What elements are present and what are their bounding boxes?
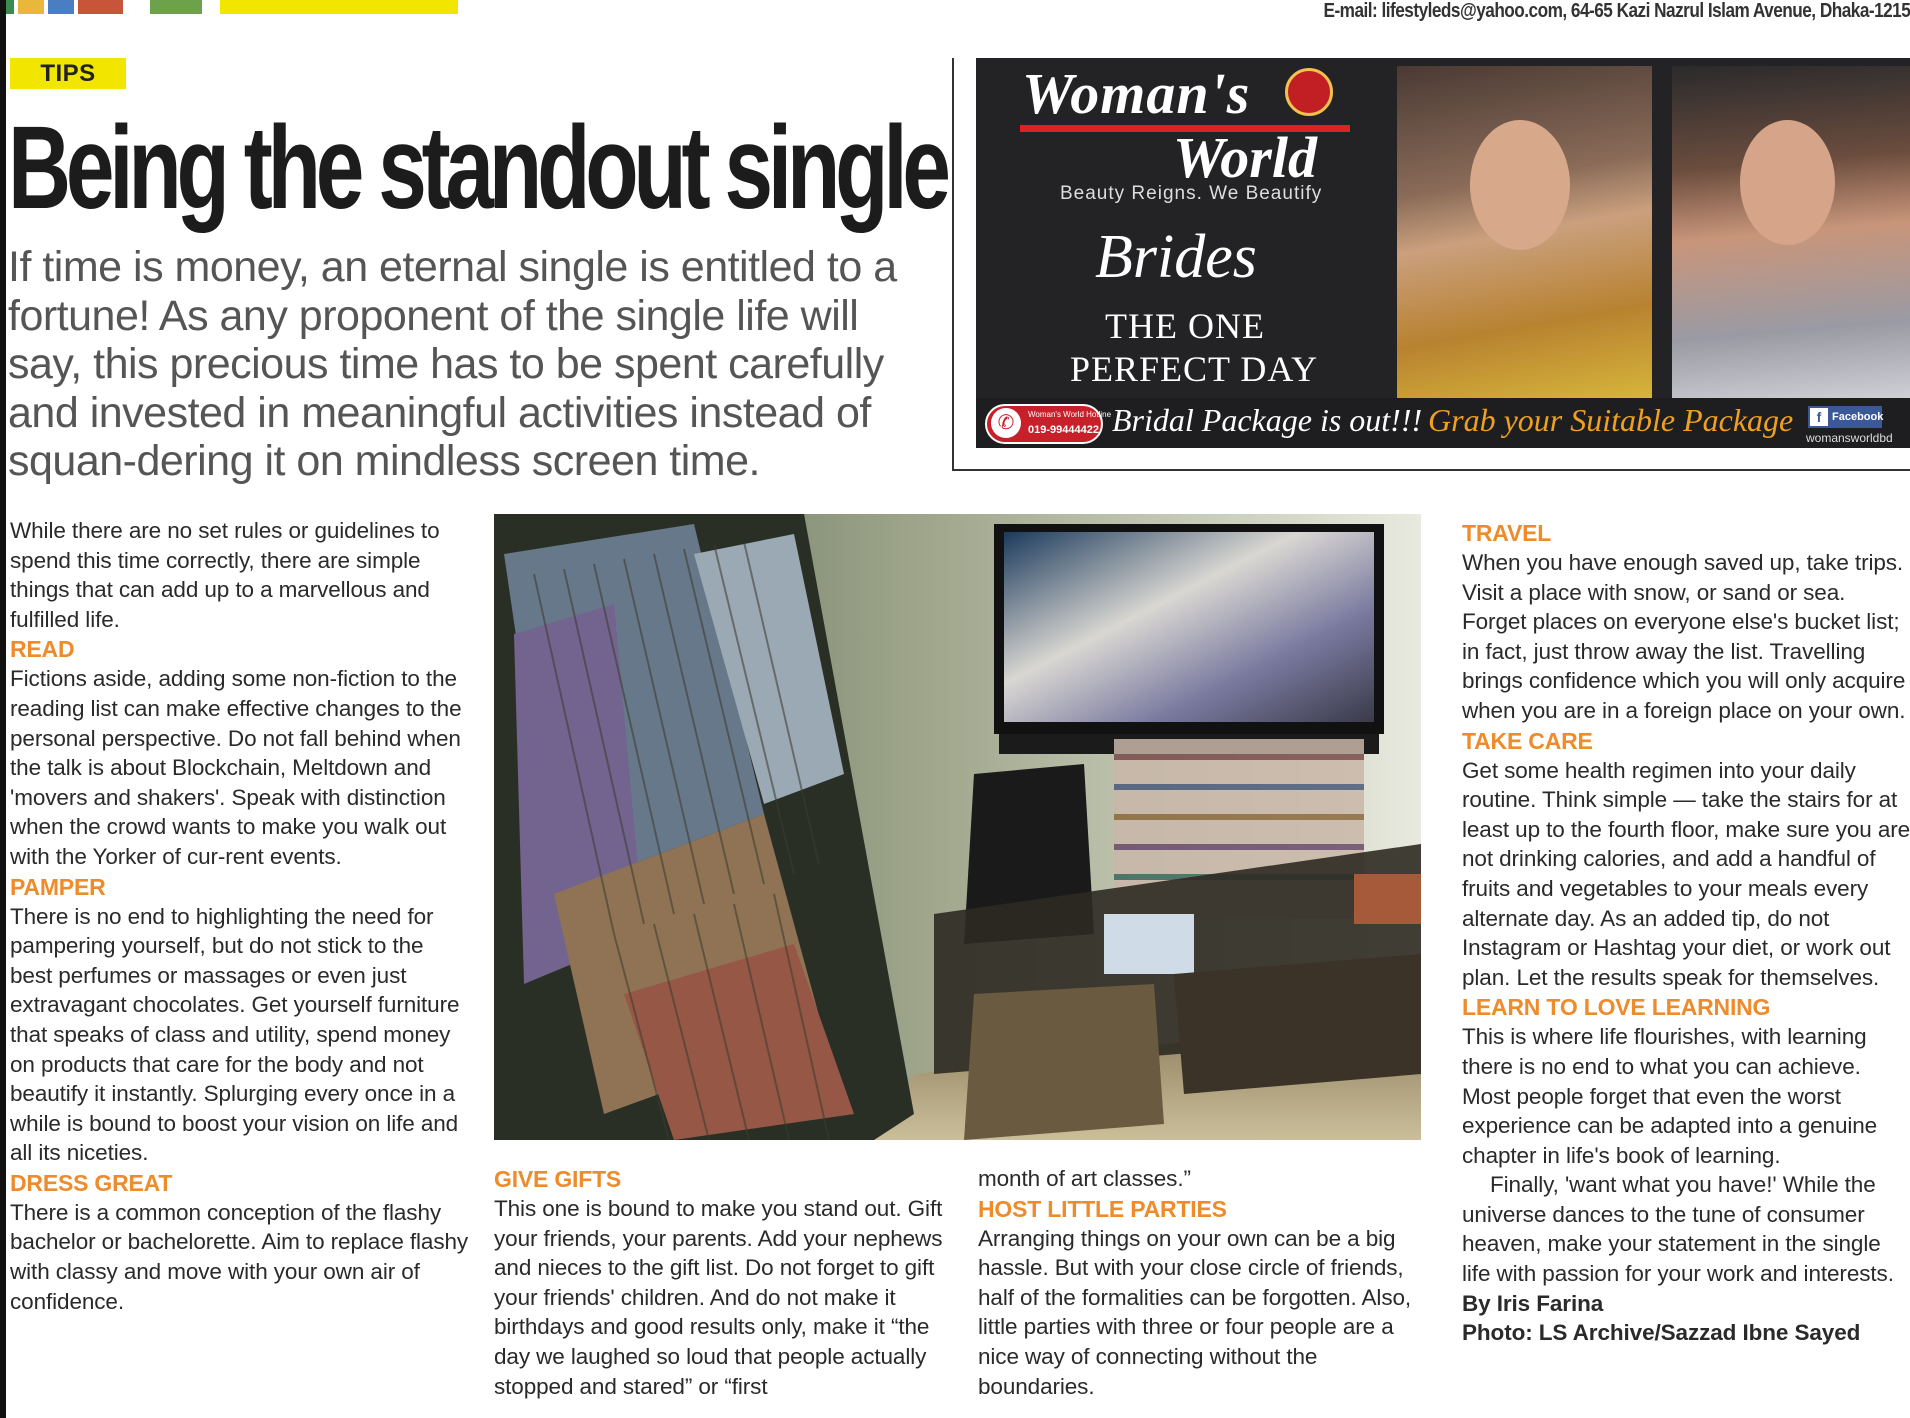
advert-facebook-handle: womansworldbd — [1806, 431, 1893, 445]
section-heading-travel: TRAVEL — [1462, 520, 1552, 546]
byline: By Iris Farina — [1462, 1290, 1604, 1316]
article-column-3 — [978, 1164, 1418, 1401]
masthead-ornament — [78, 0, 123, 14]
page-edge — [0, 0, 6, 1418]
advert-line2: PERFECT DAY — [1070, 349, 1319, 389]
article-photo-media-room — [494, 514, 1421, 1140]
masthead-ornament — [18, 0, 44, 14]
section-body-gifts-continued: month of art classes.” — [978, 1166, 1191, 1191]
section-heading-gifts: GIVE GIFTS — [494, 1166, 622, 1192]
advert-line1: THE ONE — [1105, 306, 1265, 346]
section-body-gifts: This one is bound to make you stand out. Gift your friends, your parents. Add your nephews and nieces to the gift list. Do not forget to gift your friends' children. And do not make it birthdays and good results only, make it “the day we laughed so loud that people actually stopped and stared” or “first — [494, 1196, 943, 1399]
section-body-travel: When you have enough saved up, take trips. Visit a place with snow, or sand or sea. Forget places on everyone else's bucket list; in fact, just throw away the list. Travelling brings confidence which you will only acquire when you are in a foreign place on your own. — [1462, 550, 1906, 723]
advert-bridal-package: Bridal Package is out!!! — [1112, 402, 1423, 438]
masthead-ornament — [48, 0, 74, 14]
section-body-pamper: There is no end to highlighting the need for pampering yourself, but do not stick to the best perfumes or massages or even just extravagant chocolates. Get yourself furniture that speaks of class and utility, spend money on products that care for the body and not beautify it instantly. Splurging every once in a while is bound to boost your vision on life and all its niceties. — [10, 903, 460, 1166]
advert-bride-face-2 — [1740, 120, 1835, 245]
advert-brand-line1: Woman's — [1022, 61, 1251, 126]
section-heading-pamper: PAMPER — [10, 873, 106, 900]
section-heading-dress: DRESS GREAT — [10, 1169, 173, 1196]
closing-paragraph: Finally, 'want what you have!' While the universe dances to the tune of consumer heaven, make your statement in the single life with passion for your work and interests. — [1462, 1172, 1894, 1287]
section-body-parties: Arranging things on your own can be a big hassle. But with your close circle of friends, half of the formalities can be forgotten. Also, little parties with three or four people are a nice way of connecting without the boundaries. — [978, 1225, 1412, 1399]
advert-hotline-number: 019-99444422 — [1028, 424, 1099, 436]
section-body-read: Fictions aside, adding some non-fiction to the reading list can make effective changes to the personal perspective. Do not fall behind when the talk is about Blockchain, Meltdown and 'movers and shakers'. Speak with distinction when the crowd wants to make you walk out with the Yorker of cur-rent events. — [10, 666, 462, 869]
section-body-dress: There is a common conception of the flashy bachelor or bachelorette. Aim to replace flashy with classy and move with your own air of confidence. — [10, 1199, 469, 1314]
masthead-contact: E-mail: lifestyleds@yahoo.com, 64-65 Kazi Nazrul Islam Avenue, Dhaka-1215 — [1323, 0, 1910, 22]
opening-paragraph: While there are no set rules or guidelines to spend this time correctly, there are simple things that can add up to a marvellous and fulfilled life. — [10, 518, 440, 632]
advert-grab-package: Grab your Suitable Package — [1428, 402, 1794, 438]
advert-hotline-label: Woman's World Hotline — [1028, 410, 1112, 419]
advert-facebook-badge[interactable]: Facebook — [1808, 406, 1882, 428]
advert-tagline: Beauty Reigns. We Beautify — [1060, 183, 1323, 204]
section-body-care: Get some health regimen into your daily routine. Think simple — take the stairs for at least up to the fourth floor, make sure you are not drinking calories, and add a handful of fruits and vegetables to your meals every alternate day. As an added tip, do not Instagram or Hashtag your diet, or work out plan. Let the results speak for themselves. — [1462, 757, 1910, 990]
photo-illustration — [494, 514, 1421, 1140]
section-body-learning: This is where life flourishes, with learning there is no end to what you can achieve. Most people forget that even the worst experience can be adapted into a genuine chapter in life's book of learning. — [1462, 1024, 1878, 1168]
headline: Being the standout single — [8, 102, 946, 234]
section-heading-parties: HOST LITTLE PARTIES — [978, 1195, 1227, 1222]
section-heading-read: READ — [10, 636, 75, 663]
article-column-1 — [10, 516, 470, 1316]
advert-brides: Brides — [1095, 223, 1257, 291]
photo-credit: Photo: LS Archive/Sazzad Ibne Sayed — [1462, 1320, 1861, 1346]
article-column-4 — [1462, 518, 1910, 1348]
section-heading-care: TAKE CARE — [1462, 727, 1593, 754]
section-tag: TIPS — [10, 58, 126, 89]
phone-icon: ✆ — [991, 408, 1021, 438]
masthead-logo-strip — [0, 0, 470, 14]
facebook-icon: f — [1810, 408, 1828, 426]
advert-bride-face-1 — [1470, 120, 1570, 250]
advert-brand-line2: World — [1173, 125, 1317, 190]
masthead-title-fragment — [220, 0, 458, 14]
advert-logo-badge — [1285, 68, 1333, 116]
article-column-2 — [494, 1164, 962, 1401]
intro-standfirst: If time is money, an eternal single is entitled to a fortune! As any proponent of the single life will say, this precious time has to be spent carefully and invested in meaningful activities instead of squan-dering it on mindless screen time. — [8, 243, 897, 485]
section-heading-learning: LEARN TO LOVE LEARNING — [1462, 994, 1771, 1021]
masthead-ornament — [150, 0, 202, 14]
